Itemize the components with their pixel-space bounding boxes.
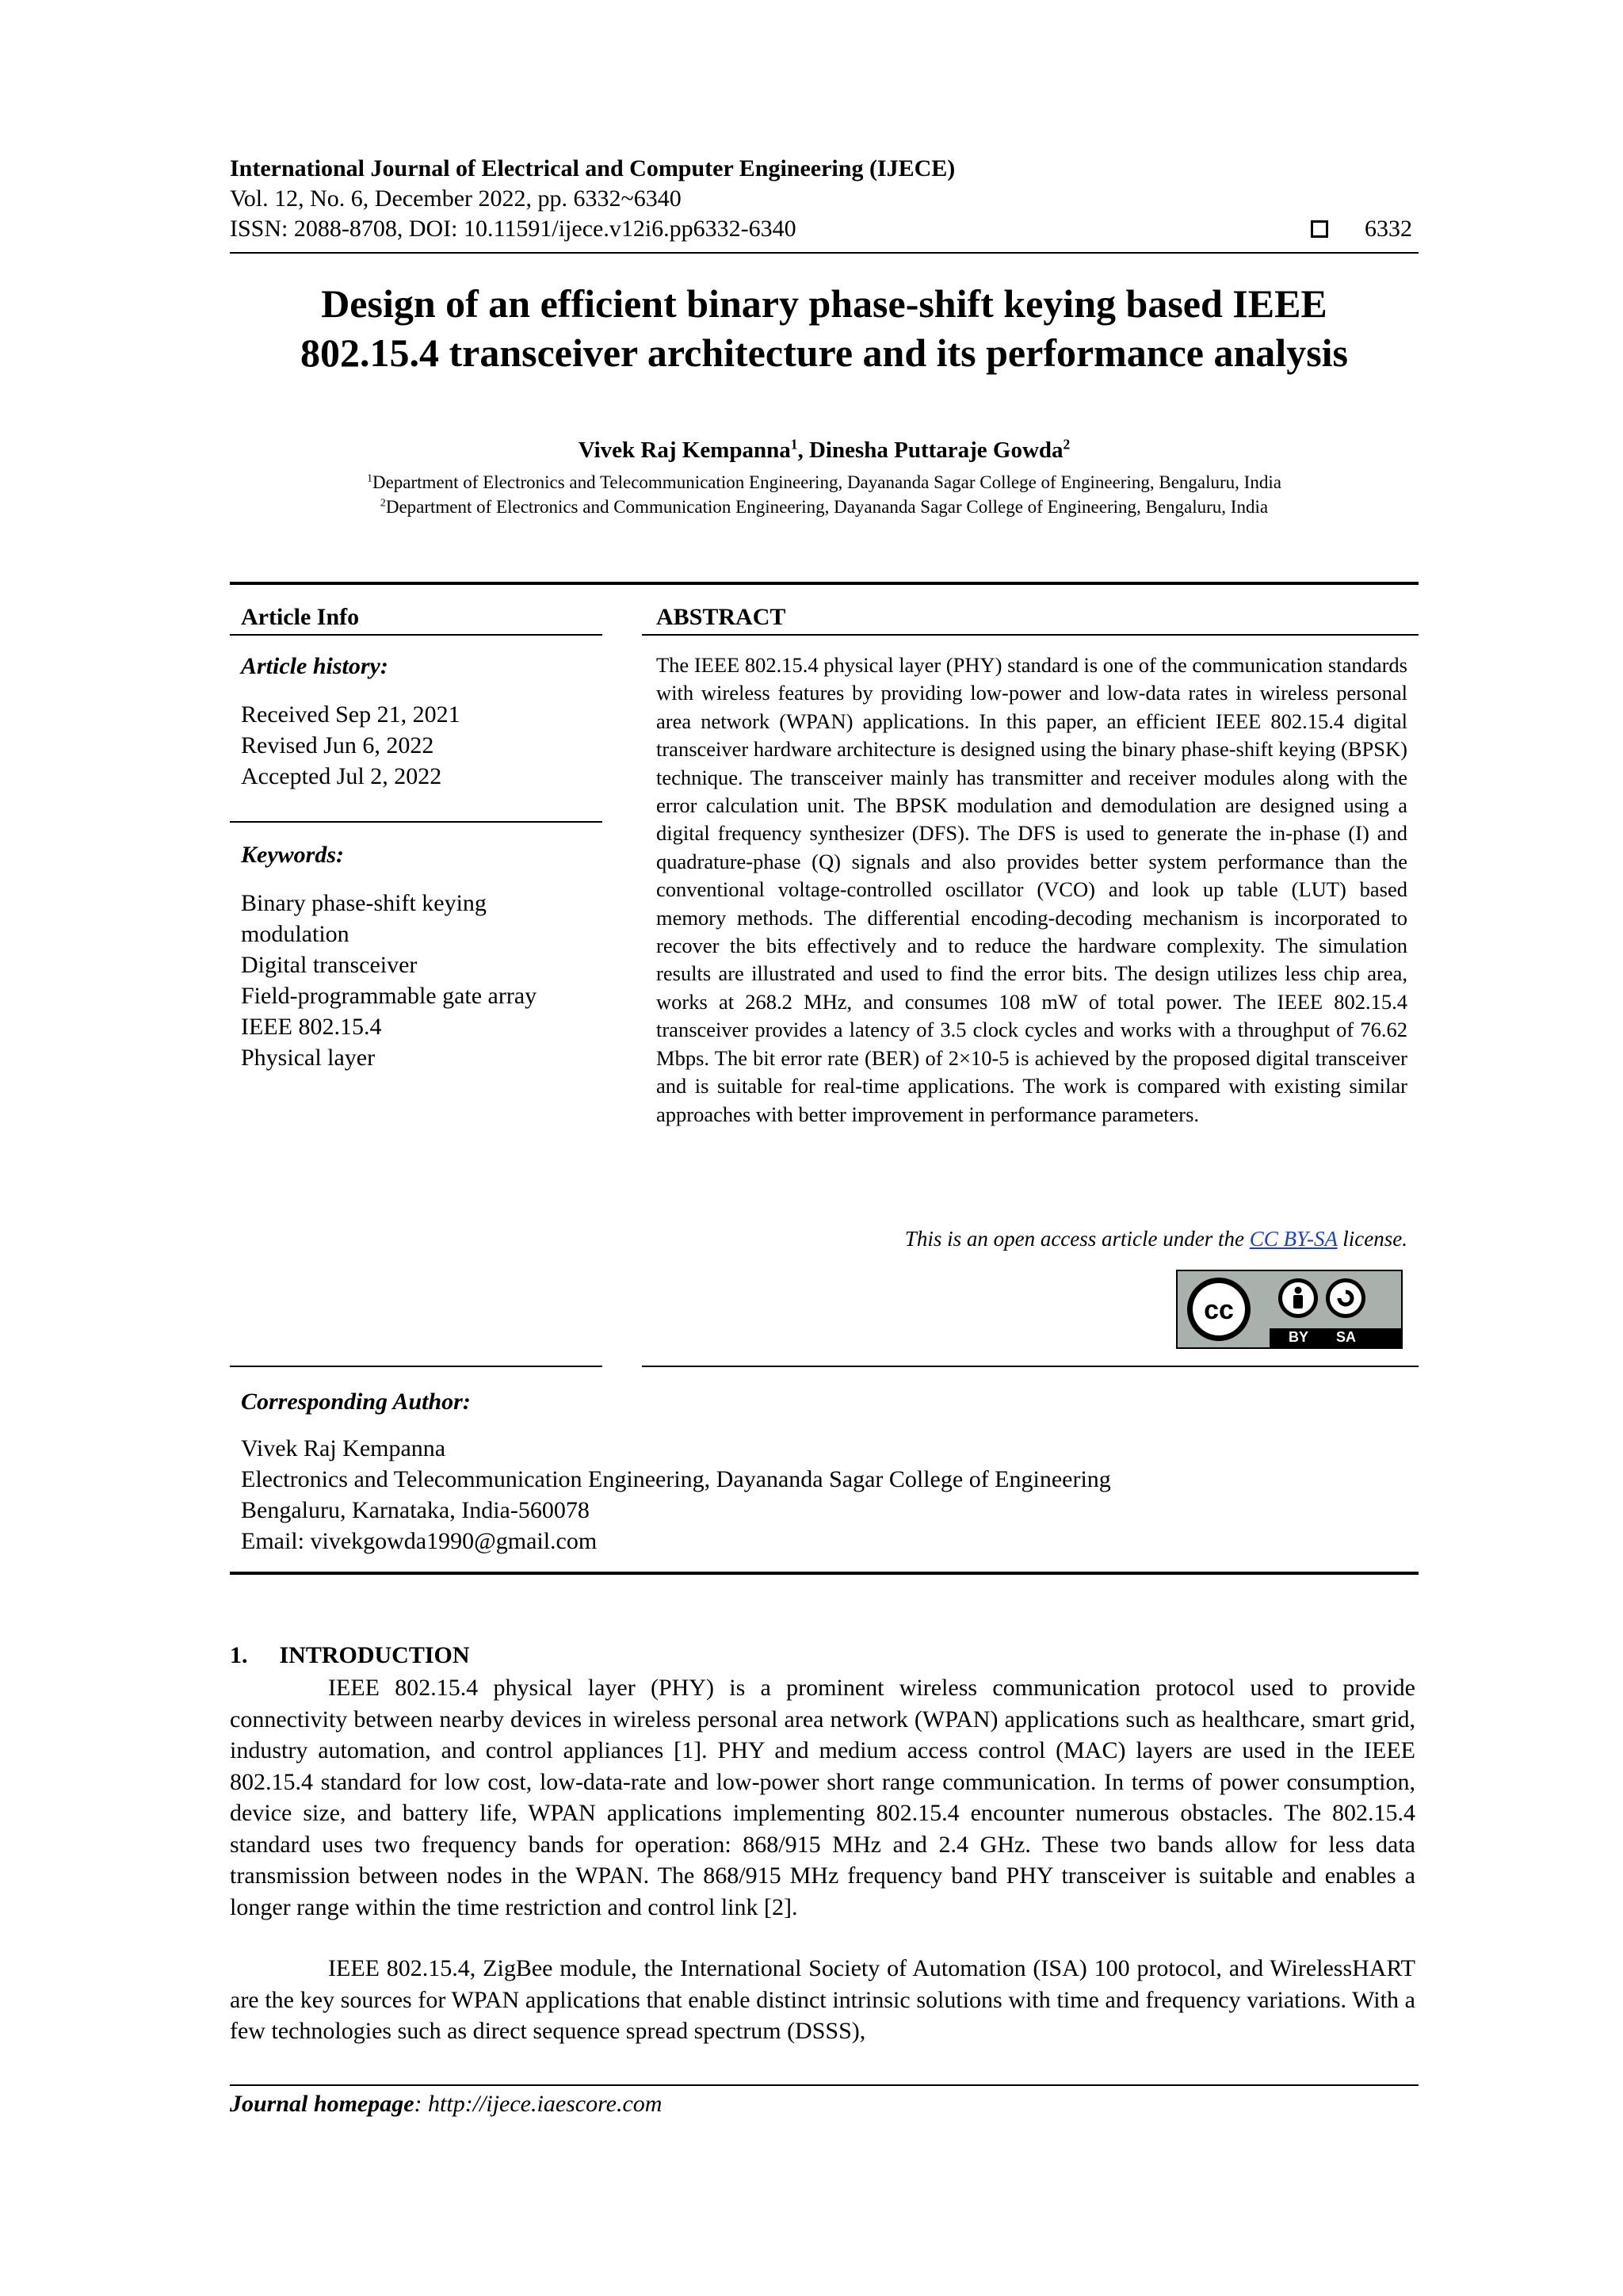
- affiliation-2: [190, 497, 1458, 518]
- corresponding-author-email: Email: vivekgowda1990@gmail.com: [241, 1528, 598, 1554]
- intro-paragraph-1: IEEE 802.15.4 physical layer (PHY) is a prominent wireless communication protocol used to provide connectivity between nearby devices in wireless personal area network (WPAN) applications such as healthcare, smart grid, industry automation, and control appliances [1]. PHY and medium access control (MAC) layers are used in the IEEE 802.15.4 standard for low cost, low-data-rate and low-power short range communication. In terms of power consumption, device size, and battery life, WPAN applications implementing 802.15.4 encounter numerous obstacles. The 802.15.4 standard uses two frequency bands for operation: 868/915 MHz and 2.4 GHz. These two bands allow for less data transmission between nodes in the WPAN. The 868/915 MHz frequency band PHY transceiver is suitable and enables a longer range within the time restriction and control link [2].: [230, 1675, 1415, 1920]
- issn-doi-line: ISSN: 2088-8708, DOI: 10.11591/ijece.v12i6.pp6332-6340: [230, 216, 796, 242]
- corresponding-author-name: Vivek Raj Kempanna: [241, 1435, 446, 1461]
- homepage-sep: :: [414, 2091, 429, 2117]
- volume-line: Vol. 12, No. 6, December 2022, pp. 6332~6340: [230, 185, 682, 212]
- info-box-top-rule: [230, 582, 1419, 585]
- article-history-list: [241, 699, 460, 792]
- received-date: Received Sep 21, 2021: [241, 701, 460, 728]
- keywords-list: [241, 888, 537, 1073]
- author-1: Vivek Raj Kempanna: [578, 437, 791, 463]
- keyword-item: Binary phase-shift keying: [241, 890, 487, 916]
- author-1-affil-mark: 1: [790, 436, 798, 453]
- article-info-bottom-rule: [230, 1366, 602, 1367]
- corresponding-author-details: [241, 1433, 1111, 1557]
- header-rule: [230, 252, 1419, 254]
- keywords-rule: [230, 821, 602, 823]
- affiliation-1: [190, 472, 1458, 493]
- title-line-1: Design of an efficient binary phase-shift keying based IEEE: [321, 281, 1327, 326]
- title-line-2: 802.15.4 transceiver architecture and its performance analysis: [300, 330, 1349, 375]
- author-list: [190, 437, 1458, 464]
- author-separator: ,: [797, 437, 809, 463]
- license-link[interactable]: CC BY-SA: [1249, 1227, 1338, 1251]
- license-suffix: license.: [1337, 1227, 1407, 1251]
- homepage-label: Journal homepage: [230, 2091, 414, 2117]
- corresponding-author-address: Bengaluru, Karnataka, India-560078: [241, 1497, 590, 1523]
- keyword-item: modulation: [241, 921, 349, 947]
- abstract-bottom-rule: [642, 1366, 1419, 1367]
- info-box-bottom-rule: [230, 1572, 1419, 1575]
- by-label: BY: [1289, 1329, 1309, 1345]
- article-info-heading: Article Info: [241, 604, 360, 630]
- affiliation-2-mark: 2: [380, 496, 386, 509]
- affiliation-1-mark: 1: [367, 472, 372, 484]
- by-person-icon: [1295, 1287, 1302, 1294]
- intro-paragraph-2: IEEE 802.15.4, ZigBee module, the International Society of Automation (ISA) 100 protocol, and WirelessHART are the key sources for WPAN applications that enable distinct intrinsic solutions with time and frequency variations. With a few technologies such as direct sequence spread spectrum (DSSS),: [230, 1955, 1415, 2044]
- affiliation-1-text: Department of Electronics and Telecommunication Engineering, Dayananda Sagar College of Engineering, Bengaluru, India: [372, 472, 1281, 492]
- corresponding-author-dept: Electronics and Telecommunication Engineering, Dayananda Sagar College of Engineering: [241, 1466, 1111, 1492]
- license-statement: [656, 1227, 1407, 1251]
- author-2-affil-mark: 2: [1063, 436, 1071, 453]
- abstract-text: The IEEE 802.15.4 physical layer (PHY) standard is one of the communication standards with wireless features by providing low-power and low-data rates in wireless personal area network (WPAN) applications. In this paper, an efficient IEEE 802.15.4 digital transceiver hardware architecture is designed using the binary phase-shift keying (BPSK) technique. The transceiver mainly has transmitter and receiver modules along with the error calculation unit. The BPSK modulation and demodulation are designed using a digital frequency synthesizer (DFS). The DFS is used to generate the in-phase (I) and quadrature-phase (Q) signals and also provides better system performance than the conventional voltage-controlled oscillator (VCO) and look up table (LUT) based memory methods. The differential encoding-decoding mechanism is incorporated to recover the bits effectively and to reduce the hardware complexity. The simulation results are illustrated and used to find the error bits. The design utilizes less chip area, works at 268.2 MHz, and consumes 108 mW of total power. The IEEE 802.15.4 transceiver provides a latency of 3.5 clock cycles and works with a throughput of 76.62 Mbps. The bit error rate (BER) of 2×10-5 is achieved by the proposed digital transceiver and is suitable for real-time applications. The work is compared with existing similar approaches with better improvement in performance parameters.: [656, 653, 1407, 1126]
- article-history-heading: Article history:: [241, 653, 388, 679]
- abstract-rule: [642, 634, 1419, 636]
- affiliation-2-text: Department of Electronics and Communication Engineering, Dayananda Sagar College of Engineering, Bengaluru, India: [385, 497, 1269, 517]
- keyword-item: Physical layer: [241, 1045, 376, 1071]
- keyword-item: Field-programmable gate array: [241, 983, 537, 1009]
- keywords-heading: Keywords:: [241, 842, 344, 868]
- author-2: Dinesha Puttaraje Gowda: [808, 437, 1064, 463]
- cc-text: cc: [1204, 1295, 1234, 1325]
- cc-by-sa-bar: [1270, 1328, 1403, 1347]
- page-number: 6332: [1365, 216, 1412, 242]
- section-title: INTRODUCTION: [279, 1642, 470, 1668]
- footer-rule: [230, 2084, 1419, 2086]
- accepted-date: Accepted Jul 2, 2022: [241, 763, 442, 789]
- section-number: 1.: [230, 1642, 248, 1668]
- paper-title: [190, 279, 1458, 377]
- section-heading: [230, 1642, 470, 1669]
- cc-by-sa-badge[interactable]: [1176, 1270, 1403, 1349]
- revised-date: Revised Jun 6, 2022: [241, 732, 434, 758]
- keyword-item: IEEE 802.15.4: [241, 1014, 382, 1040]
- license-prefix: This is an open access article under the: [904, 1227, 1250, 1251]
- journal-name: International Journal of Electrical and Computer Engineering (IJECE): [230, 155, 956, 181]
- article-info-rule: [230, 634, 602, 636]
- page-box-icon: [1311, 220, 1328, 238]
- sa-label: SA: [1336, 1329, 1357, 1345]
- corresponding-author-heading: Corresponding Author:: [241, 1389, 471, 1415]
- journal-homepage: [230, 2091, 662, 2118]
- keyword-item: Digital transceiver: [241, 952, 418, 978]
- homepage-url[interactable]: http://ijece.iaescore.com: [428, 2091, 663, 2117]
- abstract-heading: ABSTRACT: [656, 604, 786, 630]
